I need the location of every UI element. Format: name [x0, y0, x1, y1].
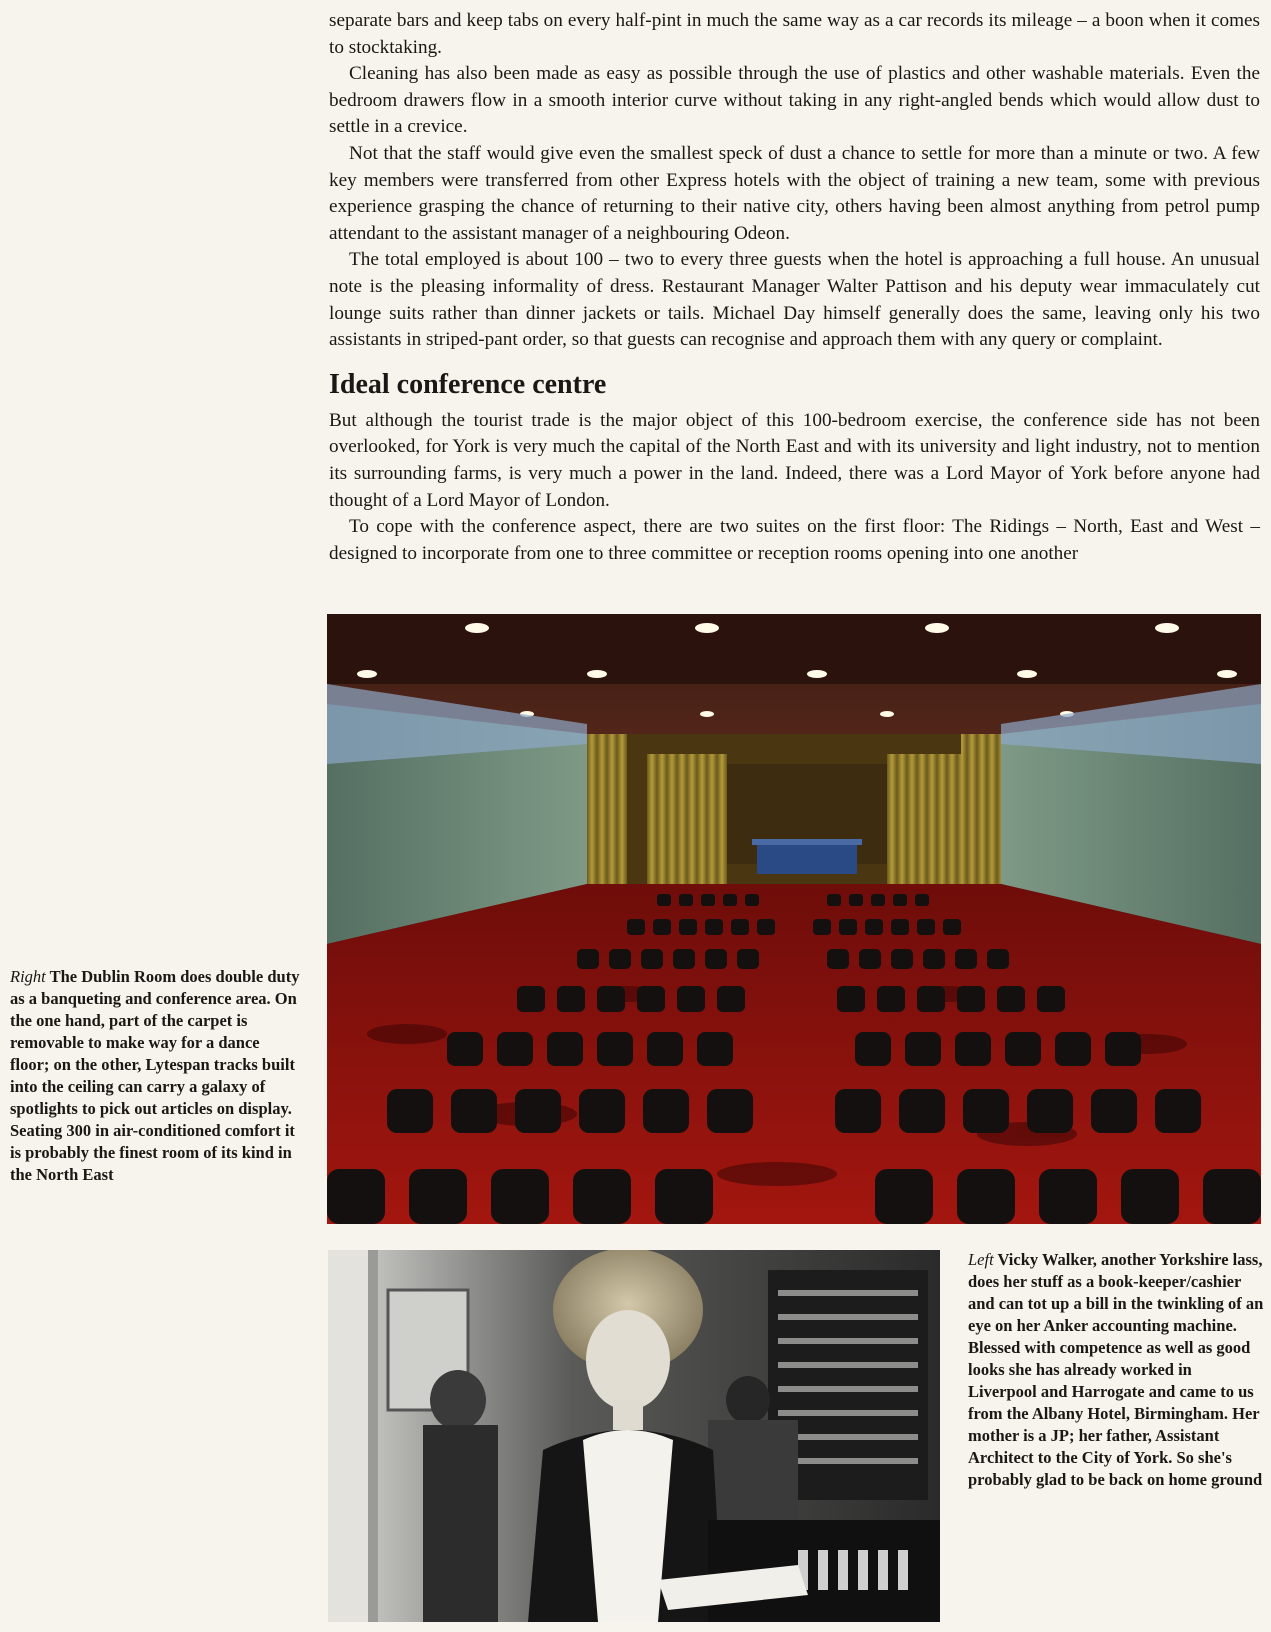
dublin-room-photo [327, 614, 1261, 1224]
caption-lead: Left [968, 1250, 994, 1269]
paragraph: To cope with the conference aspect, there are two suites on the first floor: The Ridings – North, East and West – designed to incorporate from one to three committee or reception rooms opening into one another [329, 516, 1260, 564]
cashier-photo [328, 1250, 940, 1622]
article-body [329, 8, 1260, 567]
caption-right [10, 966, 302, 1186]
caption-lead: Right [10, 967, 46, 986]
paragraph: Cleaning has also been made as easy as possible through the use of plastics and other washable materials. Even the bedroom drawers flow in a smooth interior curve without taking in any right-angled bends which would allow dust to settle in a crevice. [329, 63, 1260, 138]
caption-text: The Dublin Room does double duty as a banqueting and conference area. On the one hand, part of the carpet is removable to make way for a dance floor; on the other, Lytespan tracks built into the ceiling can carry a galaxy of spotlights to pick out articles on display. Seating 300 in air-conditioned comfort it is probably the finest room of its kind in the North East [10, 967, 300, 1184]
paragraph: separate bars and keep tabs on every half-pint in much the same way as a car records its mileage – a boon when it comes to stocktaking. [329, 10, 1260, 58]
section-heading: Ideal conference centre [329, 368, 607, 400]
paragraph: Not that the staff would give even the smallest speck of dust a chance to settle for more than a minute or two. A few key members were transferred from other Express hotels with the object of training a new team, some with previous experience grasping the chance of returning to their native city, others having been almost anything from petrol pump attendant to the assistant manager of a neighbouring Odeon. [329, 142, 1260, 244]
caption-text: Vicky Walker, another Yorkshire lass, does her stuff as a book-keeper/cashier and can tot up a bill in the twinkling of an eye on her Anker accounting machine. Blessed with competence as well as good looks she has already worked in Liverpool and Harrogate and came to us from the Albany Hotel, Birmingham. Her mother is a JP; her father, Assistant Architect to the City of York. So she's probably glad to be back on home ground [968, 1250, 1264, 1489]
caption-left [968, 1249, 1264, 1491]
paragraph: The total employed is about 100 – two to every three guests when the hotel is approaching a full house. An unusual note is the pleasing informality of dress. Restaurant Manager Walter Pattison and his deputy wear immaculately cut lounge suits rather than dinner jackets or tails. Michael Day himself generally does the same, leaving only his two assistants in striped-pant order, so that guests can recognise and approach them with any query or complaint. [329, 249, 1260, 351]
paragraph: But although the tourist trade is the major object of this 100-bedroom exercise, the conference side has not been overlooked, for York is very much the capital of the North East and with its university and light industry, not to mention its surrounding farms, is very much a power in the land. Indeed, there was a Lord Mayor of York before anyone had thought of a Lord Mayor of London. [329, 409, 1260, 511]
